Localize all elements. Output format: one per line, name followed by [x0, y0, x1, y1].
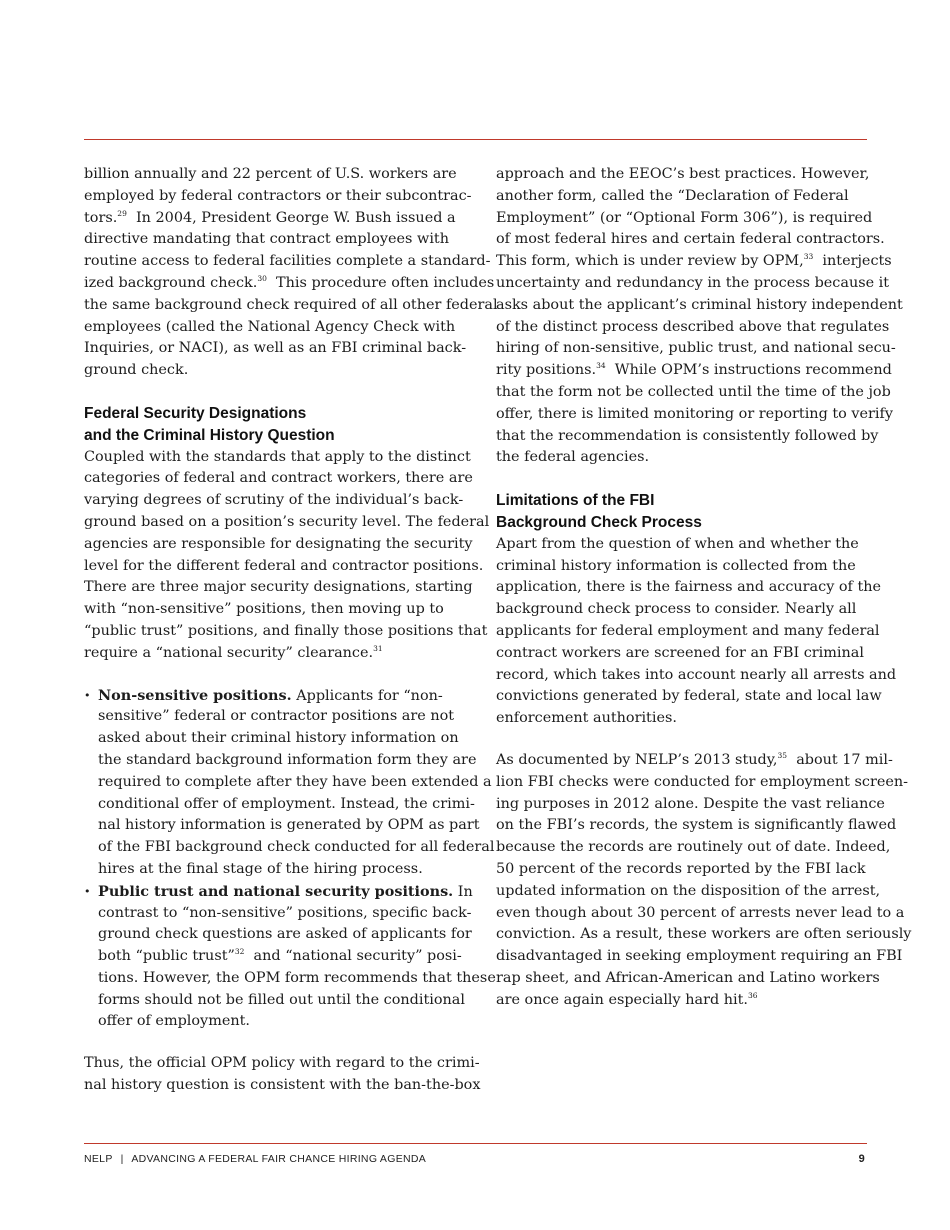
left-column [84, 164, 498, 1097]
text-run: require a “national security” clearance. [84, 644, 374, 661]
footnote-ref: 34 [596, 361, 606, 371]
text-line: level for the different federal and contractor positions. [84, 557, 484, 574]
text-line [84, 208, 456, 230]
section-heading-fbi-limitations [496, 490, 868, 534]
text-line: Apart from the question of when and whether the [496, 535, 859, 552]
text-run: ized background check. [84, 274, 258, 291]
footer [84, 1153, 867, 1165]
text-line: that the recommendation is consistently followed by [496, 427, 879, 444]
text-line [496, 750, 893, 772]
text-line: the standard background information form they are [98, 751, 477, 768]
text-line: even though about 30 percent of arrests never lead to a [496, 904, 905, 921]
bullet-public-trust [84, 881, 496, 1034]
text-line: ground based on a position’s security level. The federal [84, 513, 490, 530]
text-run: interjects [813, 253, 892, 270]
text-line: varying degrees of scrutiny of the individual’s back- [84, 492, 464, 509]
text-line: hires at the final stage of the hiring process. [98, 860, 423, 877]
text-line: Thus, the official OPM policy with regard to the crimi- [84, 1055, 480, 1072]
text-line: the federal agencies. [496, 449, 650, 466]
text-line: nal history question is consistent with the ban-the-box [84, 1077, 481, 1094]
text-run: As documented by NELP’s 2013 study, [496, 751, 778, 768]
text-line: approach and the EEOC’s best practices. However, [496, 166, 870, 182]
text-line: directive mandating that contract employees with [84, 231, 449, 248]
text-run: While OPM’s instructions recommend [605, 362, 892, 379]
header-rule [84, 139, 867, 140]
footnote-ref: 31 [373, 643, 383, 653]
text-line [98, 946, 462, 968]
text-line [496, 990, 868, 1012]
text-line: ing purposes in 2012 alone. Despite the vast reliance [496, 795, 885, 812]
text-line: on the FBI’s records, the system is significantly flawed [496, 817, 897, 834]
text-line: applicants for federal employment and many federal [496, 622, 880, 639]
nelp-study-paragraph [496, 750, 912, 1012]
text-line: with “non-sensitive” positions, then moving up to [84, 601, 444, 618]
bullet-dot: • [84, 688, 91, 702]
text-line: routine access to federal facilities complete a standard- [84, 253, 491, 270]
text-line: disadvantaged in seeking employment requiring an FBI [496, 948, 903, 965]
text-run: This procedure often includes [266, 274, 495, 291]
text-line: lion FBI checks were conducted for employment screen- [496, 773, 909, 790]
text-line: Inquiries, or NACI), as well as an FBI criminal back- [84, 340, 467, 357]
text-line: offer, there is limited monitoring or reporting to verify [496, 405, 893, 422]
text-line: required to complete after they have been extended a [98, 773, 492, 790]
text-line: Coupled with the standards that apply to the distinct [84, 448, 471, 465]
text-line [496, 360, 892, 382]
text-line: background check process to consider. Nearly all [496, 601, 857, 618]
text-line: criminal history information is collected from the [496, 557, 856, 574]
bullet-non-sensitive [84, 685, 495, 881]
text-line: asked about their criminal history information on [98, 730, 459, 747]
footnote-ref: 33 [803, 252, 814, 262]
text-line: contrast to “non-sensitive” positions, specific back- [98, 904, 472, 921]
text-line: asks about the applicant’s criminal history independent [496, 296, 903, 313]
footnote-ref: 32 [234, 947, 245, 957]
bullet-body [98, 903, 496, 1034]
text-run: are once again especially hard hit. [496, 991, 748, 1008]
text-line: nal history information is generated by OPM as part [98, 817, 480, 834]
text-line: “public trust” positions, and finally those positions that [84, 622, 488, 639]
fbi-paragraph [496, 534, 897, 730]
footnote-ref: 36 [747, 990, 758, 1000]
text-line: record, which takes into account nearly all arrests and [496, 666, 897, 683]
footnote-ref: 35 [777, 750, 788, 760]
bullet-first-line [98, 685, 456, 707]
text-line: 50 percent of the records reported by the FBI lack [496, 860, 866, 877]
text-line [84, 273, 495, 295]
text-line [496, 251, 892, 273]
heading-line: Background Check Process [496, 513, 702, 531]
text-line: uncertainty and redundancy in the process because it [496, 274, 890, 291]
text-line: ground check. [84, 362, 189, 379]
heading-line: and the Criminal History Question [84, 426, 335, 444]
text-line: application, there is the fairness and accuracy of the [496, 579, 882, 596]
bullet-text: In [453, 883, 473, 900]
bullet-list [84, 685, 496, 1034]
designations-paragraph [84, 447, 490, 665]
text-line: of the FBI background check conducted for all federal [98, 839, 495, 856]
bullet-text: Applicants for “non- [291, 687, 443, 704]
left-intro-paragraph [84, 164, 498, 382]
footnote-ref: 30 [257, 273, 267, 283]
text-run: This form, which is under review by OPM, [496, 253, 804, 270]
text-line: rap sheet, and African-American and Latino workers [496, 969, 880, 986]
text-line: that the form not be collected until the time of the job [496, 383, 891, 400]
bullet-first-line [98, 881, 473, 903]
footer-title: ADVANCING A FEDERAL FAIR CHANCE HIRING AGENDA [131, 1153, 427, 1165]
text-line: agencies are responsible for designating the security [84, 535, 473, 552]
footer-rule [84, 1143, 867, 1144]
text-line: There are three major security designations, starting [84, 579, 473, 596]
text-line: conditional offer of employment. Instead, the crimi- [98, 795, 475, 812]
text-line: enforcement authorities. [496, 710, 677, 727]
text-line: offer of employment. [98, 1013, 250, 1030]
text-line: tions. However, the OPM form recommends that these [98, 969, 496, 986]
footer-org: NELP [84, 1153, 113, 1165]
text-line: employees (called the National Agency Check with [84, 318, 456, 335]
text-line: because the records are routinely out of date. Indeed, [496, 839, 891, 856]
text-line [84, 643, 456, 665]
text-run: about 17 mil- [787, 751, 893, 768]
bullet-title: Non-sensitive positions. [98, 686, 292, 704]
text-line: categories of federal and contract workers, there are [84, 470, 473, 487]
closing-paragraph [84, 1053, 481, 1097]
bullet-title: Public trust and national security positions. [98, 882, 454, 900]
text-line: of the distinct process described above that regulates [496, 318, 890, 335]
text-line: employed by federal contractors or their subcontrac- [84, 187, 472, 204]
heading-line: Federal Security Designations [84, 404, 307, 422]
text-line: Employment” (or “Optional Form 306”), is required [496, 209, 873, 226]
text-run: both “public trust” [98, 948, 235, 965]
page-number: 9 [858, 1153, 865, 1165]
text-line: the same background check required of all other federal [84, 296, 498, 313]
text-line: sensitive” federal or contractor positions are not [98, 708, 455, 725]
text-line: convictions generated by federal, state and local law [496, 688, 882, 705]
text-run: and “national security” posi- [244, 948, 462, 965]
bullet-dot: • [84, 884, 91, 898]
footer-separator: | [120, 1153, 124, 1165]
text-line: hiring of non-sensitive, public trust, and national secu- [496, 340, 896, 357]
text-line: contract workers are screened for an FBI criminal [496, 644, 864, 661]
section-heading-security-designations [84, 403, 456, 447]
text-line: conviction. As a result, these workers are often seriously [496, 926, 912, 943]
bullet-body [98, 706, 495, 880]
heading-line: Limitations of the FBI [496, 492, 655, 510]
right-intro-paragraph [496, 164, 903, 469]
text-line: forms should not be filled out until the conditional [98, 991, 465, 1008]
text-run: In 2004, President George W. Bush issued a [126, 209, 456, 226]
text-line: updated information on the disposition of the arrest, [496, 882, 881, 899]
text-line: of most federal hires and certain federal contractors. [496, 231, 885, 248]
text-line: billion annually and 22 percent of U.S. workers are [84, 166, 457, 182]
text-run: rity positions. [496, 362, 597, 379]
text-line: ground check questions are asked of applicants for [98, 926, 472, 943]
right-column [496, 164, 912, 1011]
text-line: another form, called the “Declaration of Federal [496, 187, 849, 204]
text-run: tors. [84, 209, 118, 226]
footnote-ref: 29 [117, 208, 127, 218]
